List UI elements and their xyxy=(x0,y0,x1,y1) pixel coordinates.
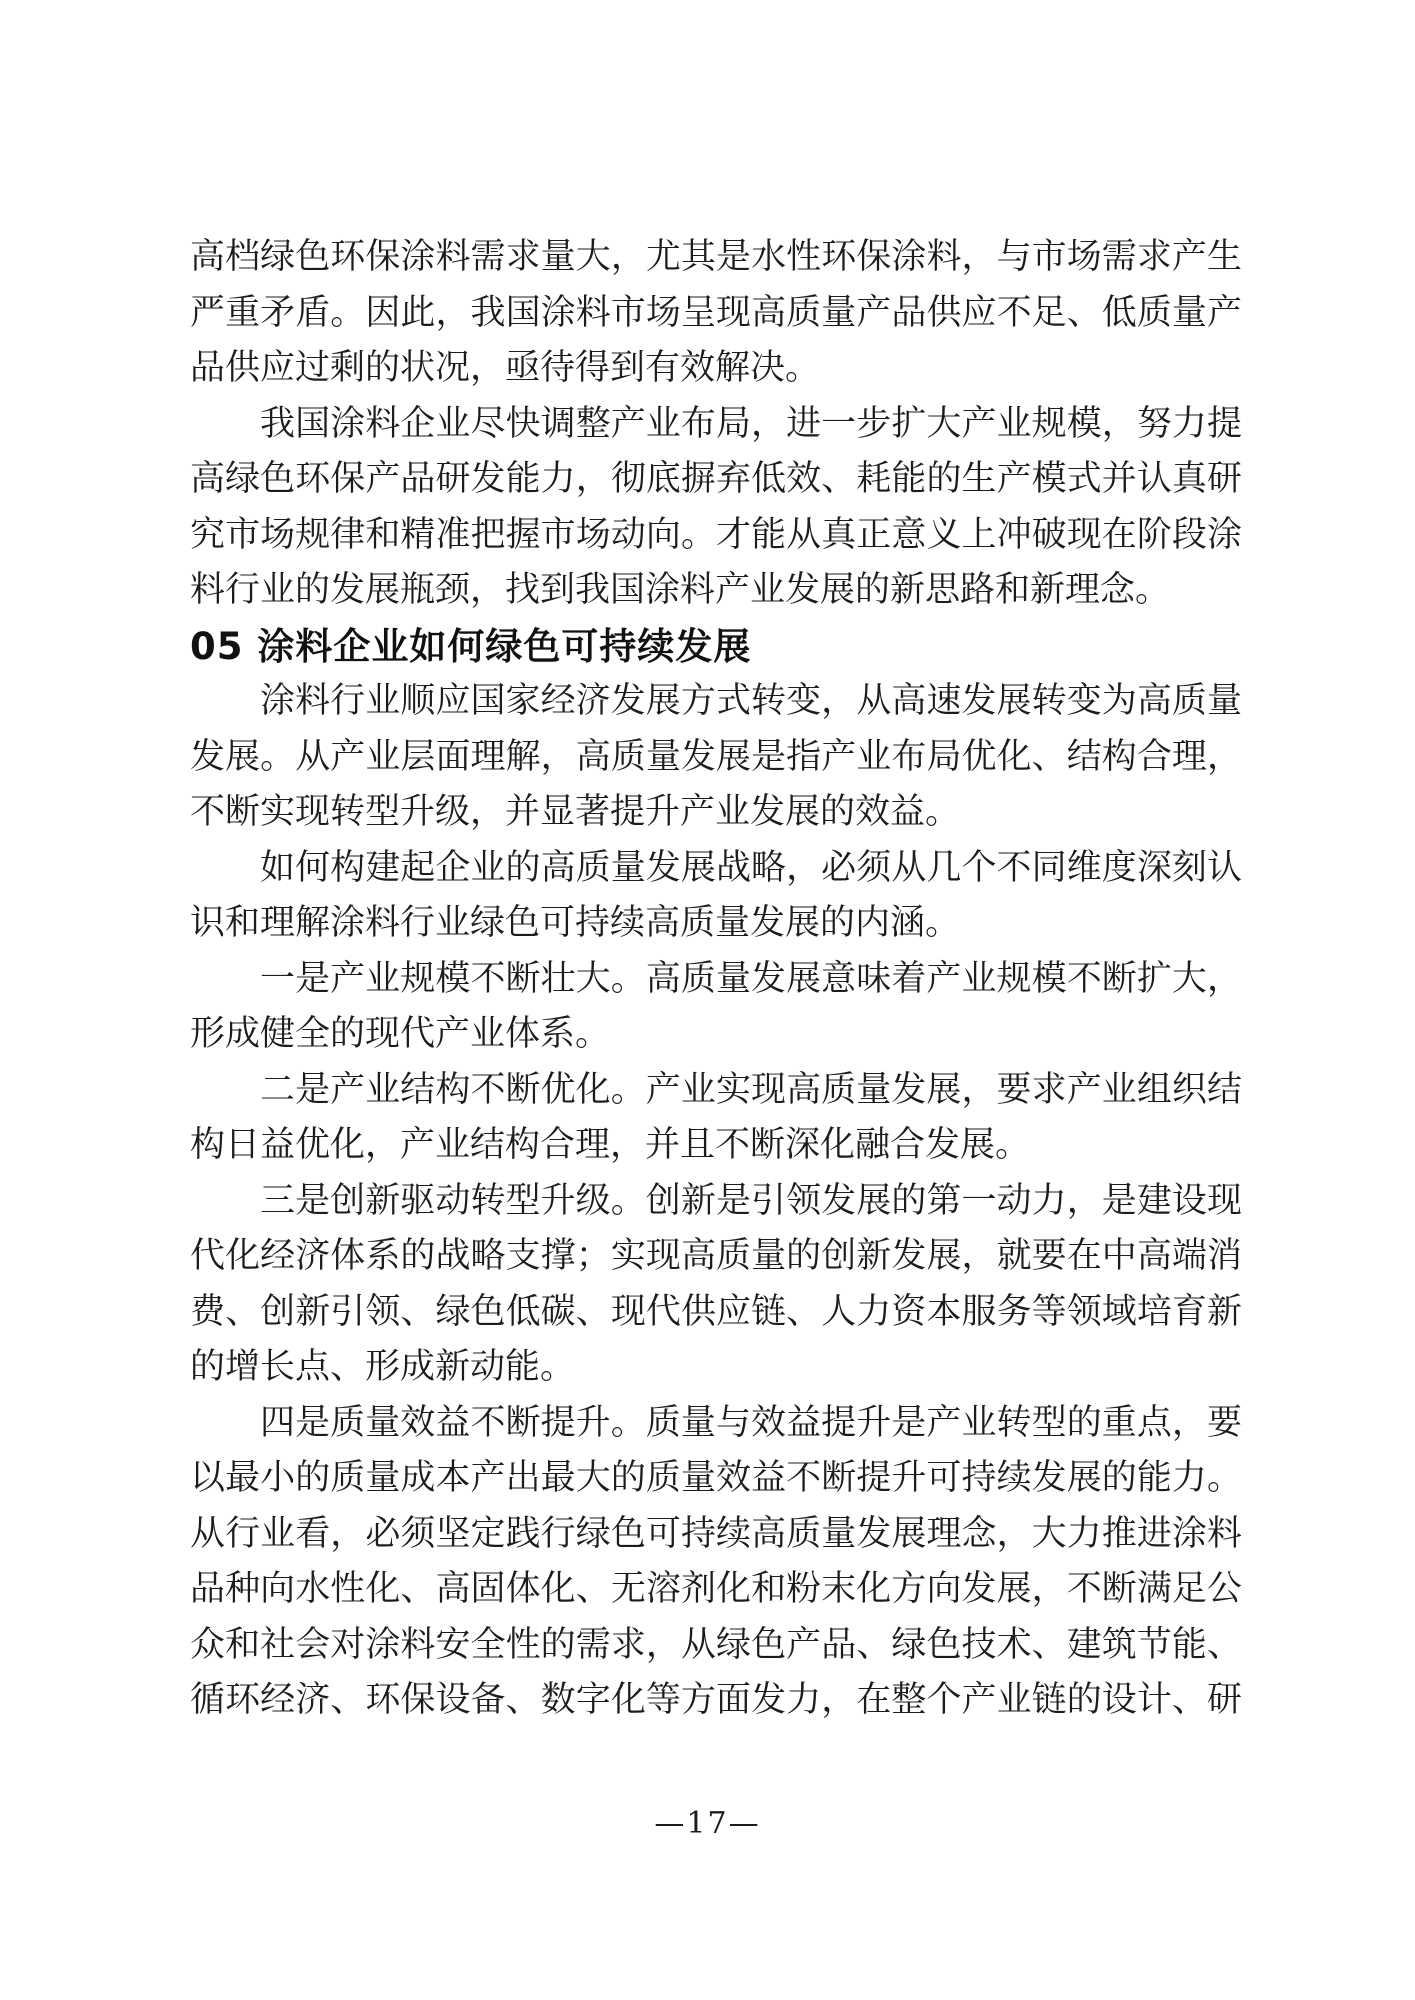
text-line: 料行业的发展瓶颈，找到我国涂料产业发展的新思路和新理念。 xyxy=(190,570,1171,610)
text-line: 识和理解涂料行业绿色可持续高质量发展的内涵。 xyxy=(190,903,961,943)
text-line: 一是产业规模不断壮大。高质量发展意味着产业规模不断扩大， xyxy=(260,958,1242,999)
text-line: 众和社会对涂料安全性的需求，从绿色产品、绿色技术、建筑节能、 xyxy=(190,1624,1242,1665)
text-line: 涂料行业顺应国家经济发展方式转变，从高速发展转变为高质量 xyxy=(260,681,1242,721)
text-line: 循环经济、环保设备、数字化等方面发力，在整个产业链的设计、研 xyxy=(190,1680,1242,1720)
text-line: 费、创新引领、绿色低碳、现代供应链、人力资本服务等领域培育新 xyxy=(190,1291,1242,1332)
text-line: 究市场规律和精准把握市场动向。才能从真正意义上冲破现在阶段涂 xyxy=(190,514,1242,555)
text-line: 代化经济体系的战略支撑；实现高质量的创新发展，就要在中高端消 xyxy=(190,1236,1242,1276)
text-line: 四是质量效益不断提升。质量与效益提升是产业转型的重点，要 xyxy=(260,1402,1242,1443)
text-line: 以最小的质量成本产出最大的质量效益不断提升可持续发展的能力。 xyxy=(190,1458,1242,1498)
text-line: 如何构建起企业的高质量发展战略，必须从几个不同维度深刻认 xyxy=(260,847,1242,888)
text-line: 品供应过剩的状况，亟待得到有效解决。 xyxy=(190,348,821,388)
text-line: 不断实现转型升级，并显著提升产业发展的效益。 xyxy=(190,792,961,832)
text-line: 严重矛盾。因此，我国涂料市场呈现高质量产品供应不足、低质量产 xyxy=(190,292,1242,333)
text-line: 品种向水性化、高固体化、无溶剂化和粉末化方向发展，不断满足公 xyxy=(190,1569,1242,1609)
text-line: 发展。从产业层面理解，高质量发展是指产业布局优化、结构合理， xyxy=(190,736,1242,777)
text-line: 我国涂料企业尽快调整产业布局，进一步扩大产业规模，努力提 xyxy=(260,403,1242,444)
text-line: 从行业看，必须坚定践行绿色可持续高质量发展理念，大力推进涂料 xyxy=(190,1513,1242,1554)
section-heading: 05 涂料企业如何绿色可持续发展 xyxy=(190,624,752,668)
text-line: 高绿色环保产品研发能力，彻底摒弃低效、耗能的生产模式并认真研 xyxy=(190,459,1242,499)
text-line: 构日益优化，产业结构合理，并且不断深化融合发展。 xyxy=(190,1125,1031,1165)
text-line: 的增长点、形成新动能。 xyxy=(190,1347,576,1387)
text-line: 形成健全的现代产业体系。 xyxy=(190,1014,611,1054)
document-content xyxy=(190,230,1242,1729)
text-line: 二是产业结构不断优化。产业实现高质量发展，要求产业组织结 xyxy=(260,1069,1242,1110)
text-line: 高档绿色环保涂料需求量大，尤其是水性环保涂料，与市场需求产生 xyxy=(190,237,1242,277)
text-line: 三是创新驱动转型升级。创新是引领发展的第一动力，是建设现 xyxy=(260,1180,1242,1221)
page-number: —17— xyxy=(654,1806,761,1841)
